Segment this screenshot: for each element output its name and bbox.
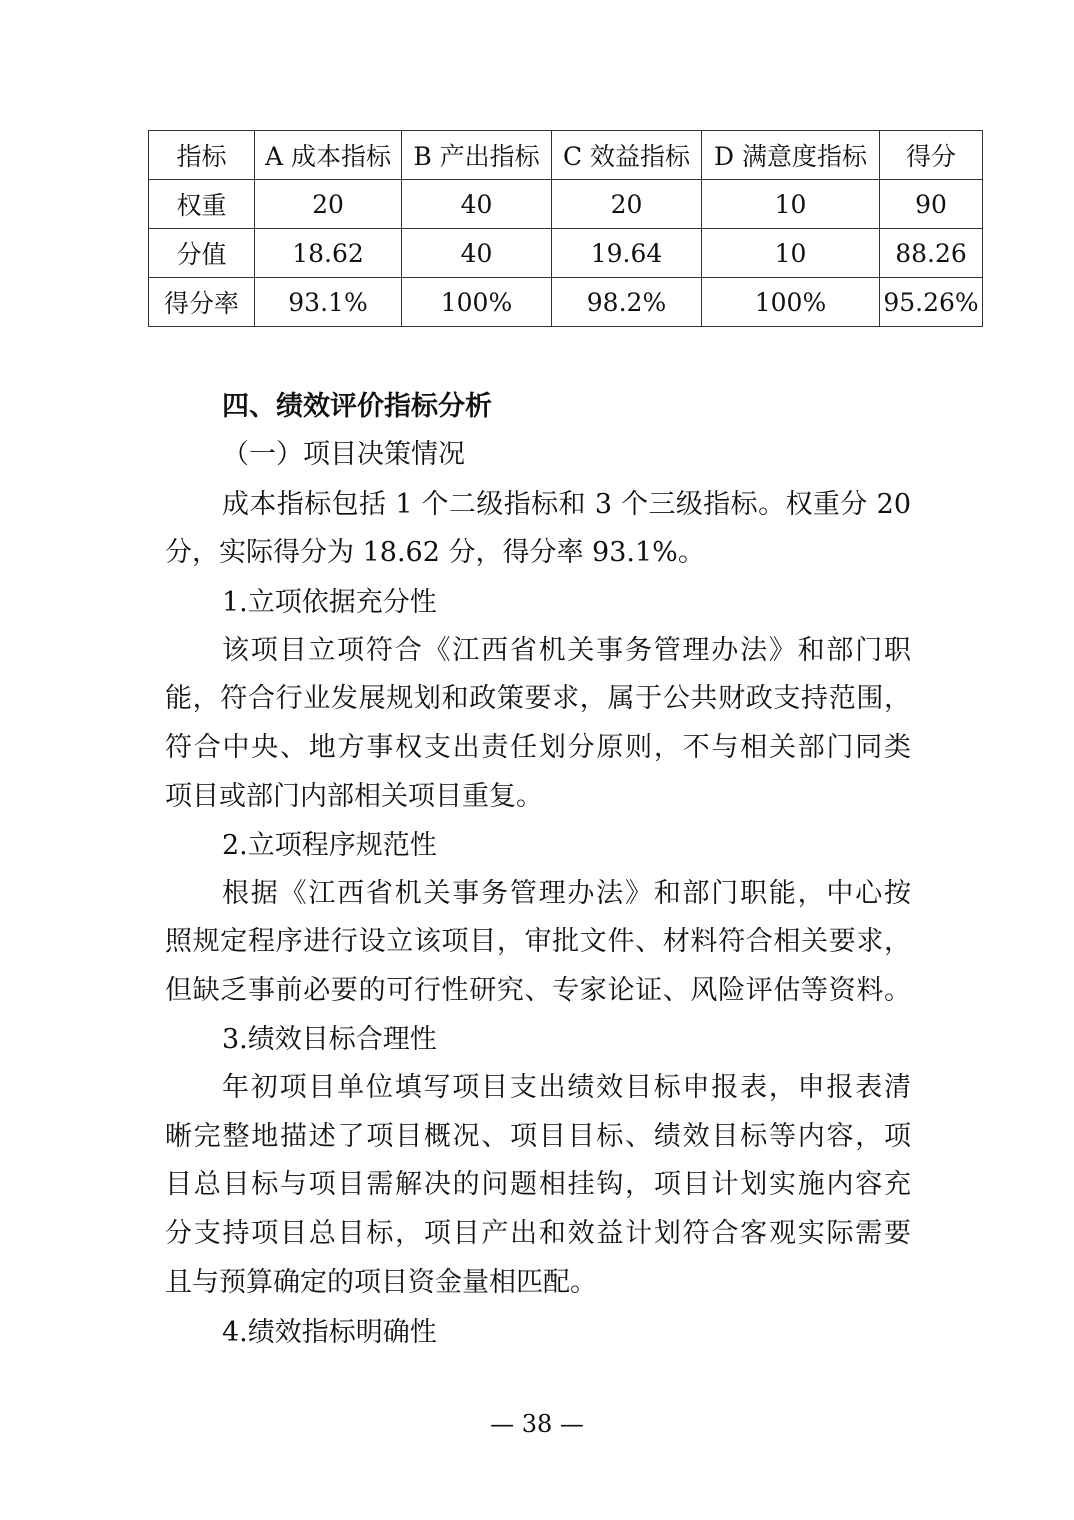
- page-number: — 38 —: [490, 1410, 584, 1438]
- table-cell: 19.64: [552, 229, 702, 278]
- table-cell: 100%: [402, 278, 552, 327]
- table-cell: 90: [880, 180, 983, 229]
- table-cell: 10: [702, 229, 880, 278]
- paragraph-line: 分，实际得分为 18.62 分，得分率 93.1%。: [165, 537, 705, 568]
- paragraph-line: 目总目标与项目需解决的问题相挂钩，项目计划实施内容充: [165, 1169, 911, 1200]
- paragraph-line: 根据《江西省机关事务管理办法》和部门职能，中心按: [222, 878, 911, 909]
- table-row: [149, 180, 983, 229]
- table-header-row: [149, 131, 983, 180]
- paragraph-line: 能，符合行业发展规划和政策要求，属于公共财政支持范围，: [165, 683, 911, 714]
- paragraph-line: 晰完整地描述了项目概况、项目目标、绩效目标等内容，项: [165, 1121, 911, 1152]
- table-cell: 得分率: [149, 278, 255, 327]
- table-cell: 10: [702, 180, 880, 229]
- item-title: 3.绩效目标合理性: [222, 1024, 437, 1055]
- table-cell: 100%: [702, 278, 880, 327]
- table-header-cell: B 产出指标: [402, 131, 552, 180]
- paragraph-line: 成本指标包括 1 个二级指标和 3 个三级指标。权重分 20: [222, 489, 911, 520]
- table-cell: 分值: [149, 229, 255, 278]
- paragraph-line: 且与预算确定的项目资金量相匹配。: [165, 1267, 597, 1298]
- table-header-cell: 得分: [880, 131, 983, 180]
- table-cell: 20: [255, 180, 402, 229]
- item-title: 2.立项程序规范性: [222, 830, 437, 861]
- table-header-cell: C 效益指标: [552, 131, 702, 180]
- table-cell: 93.1%: [255, 278, 402, 327]
- paragraph-line: 该项目立项符合《江西省机关事务管理办法》和部门职: [222, 635, 911, 666]
- paragraph-line: 但缺乏事前必要的可行性研究、专家论证、风险评估等资料。: [165, 975, 911, 1006]
- table-cell: 40: [402, 180, 552, 229]
- item-title: 1.立项依据充分性: [222, 587, 437, 618]
- paragraph-line: 年初项目单位填写项目支出绩效目标申报表，申报表清: [222, 1072, 911, 1103]
- table-cell: 18.62: [255, 229, 402, 278]
- subsection-heading: （一）项目决策情况: [222, 439, 465, 470]
- paragraph-line: 照规定程序进行设立该项目，审批文件、材料符合相关要求，: [165, 926, 911, 957]
- table-cell: 98.2%: [552, 278, 702, 327]
- item-title: 4.绩效指标明确性: [222, 1317, 437, 1348]
- table-header-cell: D 满意度指标: [702, 131, 880, 180]
- paragraph-line: 项目或部门内部相关项目重复。: [165, 781, 543, 812]
- score-table: [148, 130, 983, 327]
- table-header-cell: A 成本指标: [255, 131, 402, 180]
- table-row: [149, 278, 983, 327]
- table-row: [149, 229, 983, 278]
- section-heading: 四、绩效评价指标分析: [222, 391, 492, 422]
- table-cell: 20: [552, 180, 702, 229]
- table-cell: 权重: [149, 180, 255, 229]
- paragraph-line: 符合中央、地方事权支出责任划分原则，不与相关部门同类: [165, 732, 911, 763]
- paragraph-line: 分支持项目总目标，项目产出和效益计划符合客观实际需要: [165, 1218, 911, 1249]
- table-cell: 95.26%: [880, 278, 983, 327]
- table-header-cell: 指标: [149, 131, 255, 180]
- table-cell: 88.26: [880, 229, 983, 278]
- table-cell: 40: [402, 229, 552, 278]
